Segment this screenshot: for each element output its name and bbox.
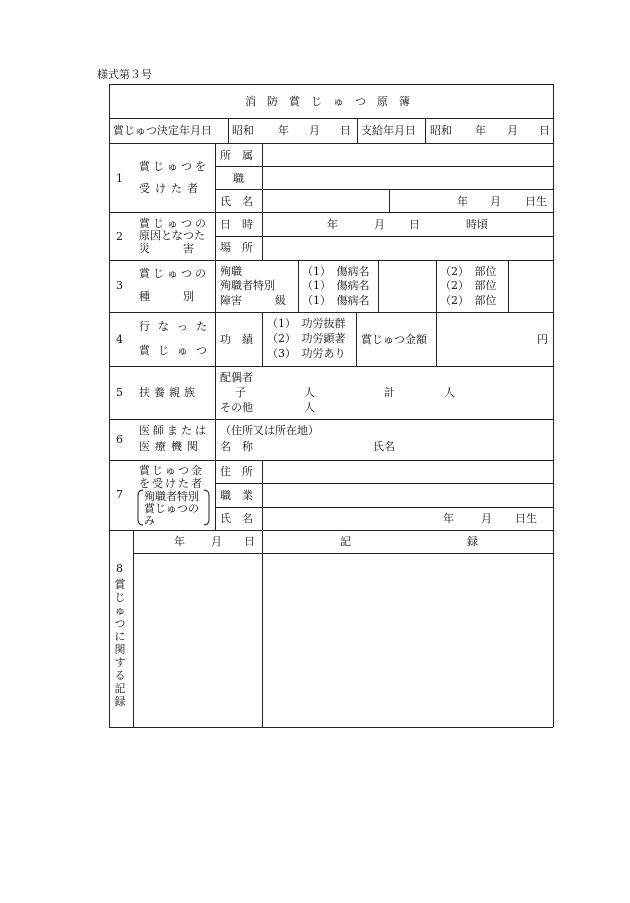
payment-month: 月 <box>507 124 518 137</box>
form-title: 消 防 賞 じ ゅ つ 原 簿 <box>245 95 410 108</box>
section-7-label-line1: 賞じゅつ金 <box>139 464 204 477</box>
section-7-note-line3: み <box>144 514 155 527</box>
recipient-birth-day: 日生 <box>515 512 537 525</box>
kind-line-death: 殉職 <box>220 265 242 278</box>
total-label: 計 <box>384 386 395 399</box>
incident-time: 時頃 <box>466 218 488 231</box>
child-count-unit: 人 <box>304 386 315 399</box>
birth-month: 月 <box>490 195 501 208</box>
recipient-name-label: 氏 名 <box>220 512 253 525</box>
merit-option-3: （3） 功労あり <box>267 347 346 360</box>
section-6-number: 6 <box>116 433 123 446</box>
kind-line-death-special: 殉職者特別 <box>220 279 275 292</box>
doctor-name-label: 氏名 <box>373 440 395 453</box>
record-header-2: 録 <box>467 535 478 548</box>
disease-name-1: （1） 傷病名 <box>302 265 370 278</box>
datetime-label: 日 時 <box>220 218 253 231</box>
section-1-label-line2: 受けた者 <box>139 182 203 195</box>
recipient-birth-year: 年 <box>443 512 454 525</box>
birth-day: 日生 <box>525 195 547 208</box>
institution-name-label: 名 称 <box>220 440 253 453</box>
yen-unit: 円 <box>537 333 548 346</box>
section-7-note-line2: 賞じゅつの <box>144 502 199 515</box>
birth-year: 年 <box>457 195 468 208</box>
section-2-label-line1: 賞じゅつの <box>139 217 209 230</box>
section-2-number: 2 <box>116 230 123 243</box>
body-part-1: （2） 部位 <box>440 265 497 278</box>
merit-label: 功 績 <box>220 333 253 346</box>
address-label: （住所又は所在地） <box>220 424 319 437</box>
incident-day: 日 <box>409 218 420 231</box>
record-year-header: 年 <box>174 535 185 548</box>
section-7-number: 7 <box>116 488 123 501</box>
section-4-label-line2: 賞じゅつ <box>139 344 215 357</box>
recipient-address-label: 住 所 <box>220 465 253 478</box>
incident-month: 月 <box>374 218 385 231</box>
section-2-label-line3: 災 害 <box>139 242 194 255</box>
other-label: その他 <box>220 401 253 414</box>
decision-era: 昭和 <box>232 124 254 137</box>
section-1-label-line1: 賞じゅつを <box>139 160 209 173</box>
decision-year: 年 <box>278 124 289 137</box>
section-3-label-line2: 種 別 <box>139 290 194 303</box>
spouse-label: 配偶者 <box>220 371 253 384</box>
decision-date-label: 賞じゅつ決定年月日 <box>113 124 212 137</box>
child-label: 子 <box>235 386 246 399</box>
amount-label: 賞じゅつ金額 <box>361 333 427 346</box>
section-3-label-line1: 賞じゅつの <box>139 267 209 280</box>
section-4-label-line1: 行なった <box>139 320 215 333</box>
section-6-label-line1: 医師または <box>139 424 209 437</box>
section-7-label-line2: を受けた者 <box>139 477 204 490</box>
record-header-1: 記 <box>340 535 351 548</box>
record-day-header: 日 <box>244 535 255 548</box>
dependents-label: 扶養親族 <box>139 386 199 399</box>
total-count-unit: 人 <box>444 386 455 399</box>
place-label: 場 所 <box>220 241 253 254</box>
merit-option-2: （2） 功労顕著 <box>267 332 346 345</box>
recipient-job-label: 職 業 <box>220 489 253 502</box>
section-4-number: 4 <box>116 333 123 346</box>
section-1-number: 1 <box>116 172 123 185</box>
section-8-number: 8 <box>116 562 123 575</box>
name-label: 氏 名 <box>220 195 253 208</box>
record-month-header: 月 <box>211 535 222 548</box>
payment-year: 年 <box>475 124 486 137</box>
body-part-2: （2） 部位 <box>440 279 497 292</box>
incident-year: 年 <box>327 218 338 231</box>
form-id: 様式第３号 <box>97 68 152 81</box>
payment-date-label: 支給年月日 <box>361 124 416 137</box>
section-2-label-line2: 原因となつた <box>139 229 205 242</box>
decision-month: 月 <box>309 124 320 137</box>
post-label: 職 <box>233 172 244 185</box>
disease-name-2: （1） 傷病名 <box>302 279 370 292</box>
merit-option-1: （1） 功労抜群 <box>267 317 346 330</box>
body-part-3: （2） 部位 <box>440 294 497 307</box>
payment-era: 昭和 <box>430 124 452 137</box>
kind-line-disability: 障害 級 <box>220 294 286 307</box>
section-3-number: 3 <box>116 279 123 292</box>
decision-day: 日 <box>340 124 351 137</box>
recipient-birth-month: 月 <box>481 512 492 525</box>
section-5-number: 5 <box>116 386 123 399</box>
payment-day: 日 <box>539 124 550 137</box>
disease-name-3: （1） 傷病名 <box>302 294 370 307</box>
section-8-vertical-label: 賞じゅつに関する記録 <box>114 578 126 708</box>
other-count-unit: 人 <box>304 401 315 414</box>
affiliation-label: 所 属 <box>220 149 253 162</box>
section-6-label-line2: 医療機関 <box>139 440 203 453</box>
section-7-note-line1: 殉職者特別 <box>144 490 199 503</box>
